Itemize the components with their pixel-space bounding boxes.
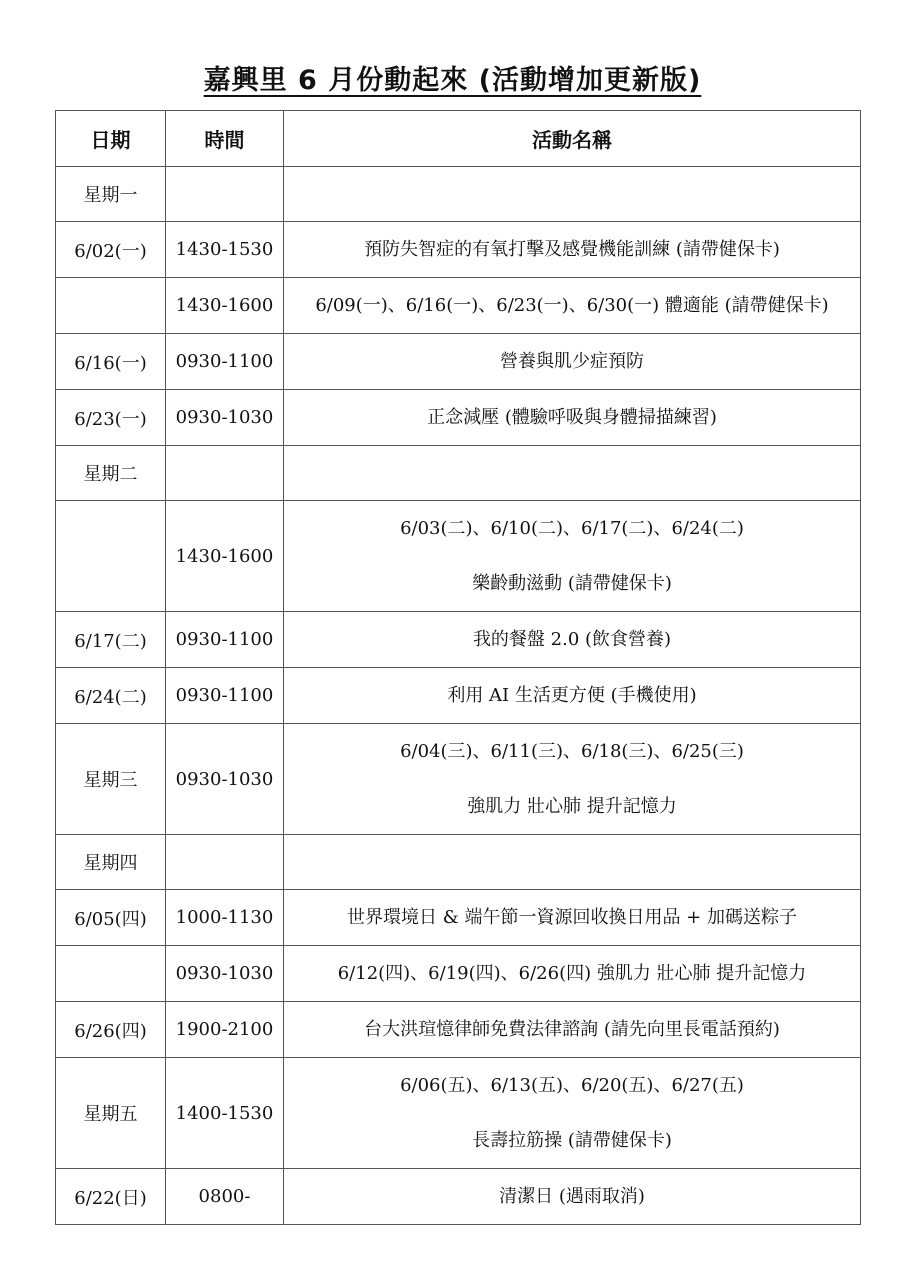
time-cell: 1430-1530: [166, 222, 284, 278]
table-row: [56, 390, 861, 446]
header-time: 時間: [166, 111, 284, 167]
schedule-table: [55, 110, 861, 1225]
activity-cell: [284, 334, 861, 390]
date-cell: 星期五: [56, 1058, 166, 1169]
time-cell: 1430-1600: [166, 278, 284, 334]
date-cell: [56, 946, 166, 1002]
date-cell: 6/17(二): [56, 612, 166, 668]
date-cell: 6/16(一): [56, 334, 166, 390]
page-title-text: 嘉興里 6 月份動起來 (活動增加更新版): [203, 65, 702, 96]
table-row: [56, 1058, 861, 1169]
activity-cell: [284, 890, 861, 946]
table-row: [56, 334, 861, 390]
activity-cell: [284, 835, 861, 890]
time-cell: 1000-1130: [166, 890, 284, 946]
time-cell: [166, 167, 284, 222]
activity-line: 正念減壓 (體驗呼吸與身體掃描練習): [427, 407, 717, 428]
activity-cell: [284, 724, 861, 835]
header-date: 日期: [56, 111, 166, 167]
activity-line: 6/12(四)、6/19(四)、6/26(四) 強肌力 壯心肺 提升記憶力: [337, 963, 807, 984]
activity-cell: [284, 390, 861, 446]
activity-cell: [284, 1169, 861, 1225]
time-cell: 0800-: [166, 1169, 284, 1225]
time-cell: 1400-1530: [166, 1058, 284, 1169]
time-cell: [166, 835, 284, 890]
activity-line: 世界環境日 & 端午節一資源回收換日用品 + 加碼送粽子: [347, 907, 797, 928]
table-row: [56, 835, 861, 890]
time-cell: 1430-1600: [166, 501, 284, 612]
activity-cell: [284, 612, 861, 668]
activity-line: 營養與肌少症預防: [500, 351, 644, 372]
activity-line: 預防失智症的有氧打擊及感覺機能訓練 (請帶健保卡): [364, 239, 780, 260]
activity-line: 強肌力 壯心肺 提升記憶力: [467, 796, 677, 817]
table-row: [56, 1169, 861, 1225]
table-row: [56, 278, 861, 334]
time-cell: 0930-1100: [166, 612, 284, 668]
date-cell: 星期一: [56, 167, 166, 222]
time-cell: 0930-1100: [166, 334, 284, 390]
date-cell: 6/22(日): [56, 1169, 166, 1225]
date-cell: 6/23(一): [56, 390, 166, 446]
time-cell: [166, 446, 284, 501]
table-row: [56, 724, 861, 835]
table-row: [56, 501, 861, 612]
time-cell: 0930-1030: [166, 724, 284, 835]
activity-line: 清潔日 (遇雨取消): [499, 1186, 645, 1207]
header-activity: 活動名稱: [284, 111, 861, 167]
activity-line: 6/06(五)、6/13(五)、6/20(五)、6/27(五): [400, 1075, 744, 1096]
activity-line: 6/03(二)、6/10(二)、6/17(二)、6/24(二): [400, 518, 744, 539]
activity-cell: [284, 668, 861, 724]
schedule-body: [56, 167, 861, 1225]
activity-cell: [284, 278, 861, 334]
date-cell: [56, 501, 166, 612]
date-cell: [56, 278, 166, 334]
date-cell: 星期二: [56, 446, 166, 501]
activity-line: 長壽拉筋操 (請帶健保卡): [472, 1130, 672, 1151]
activity-line: 6/04(三)、6/11(三)、6/18(三)、6/25(三): [400, 741, 744, 762]
time-cell: 0930-1030: [166, 390, 284, 446]
table-row: [56, 668, 861, 724]
activity-line: 樂齡動滋動 (請帶健保卡): [472, 573, 672, 594]
activity-cell: [284, 501, 861, 612]
activity-cell: [284, 1002, 861, 1058]
activity-cell: [284, 1058, 861, 1169]
table-row: [56, 1002, 861, 1058]
page-title: [0, 58, 905, 97]
date-cell: 星期四: [56, 835, 166, 890]
table-row: [56, 222, 861, 278]
activity-cell: [284, 446, 861, 501]
time-cell: 1900-2100: [166, 1002, 284, 1058]
activity-line: 台大洪瑄憶律師免費法律諮詢 (請先向里長電話預約): [364, 1019, 780, 1040]
table-header-row: [56, 111, 861, 167]
activity-cell: [284, 167, 861, 222]
table-row: [56, 612, 861, 668]
activity-line: 我的餐盤 2.0 (飲食營養): [472, 629, 672, 650]
date-cell: 6/02(一): [56, 222, 166, 278]
date-cell: 6/05(四): [56, 890, 166, 946]
activity-line: 6/09(一)、6/16(一)、6/23(一)、6/30(一) 體適能 (請帶健保卡): [315, 295, 829, 316]
time-cell: 0930-1030: [166, 946, 284, 1002]
activity-cell: [284, 946, 861, 1002]
date-cell: 6/26(四): [56, 1002, 166, 1058]
activity-line: 利用 AI 生活更方便 (手機使用): [447, 685, 697, 706]
date-cell: 6/24(二): [56, 668, 166, 724]
table-row: [56, 167, 861, 222]
table-row: [56, 446, 861, 501]
table-row: [56, 890, 861, 946]
time-cell: 0930-1100: [166, 668, 284, 724]
date-cell: 星期三: [56, 724, 166, 835]
activity-cell: [284, 222, 861, 278]
table-row: [56, 946, 861, 1002]
